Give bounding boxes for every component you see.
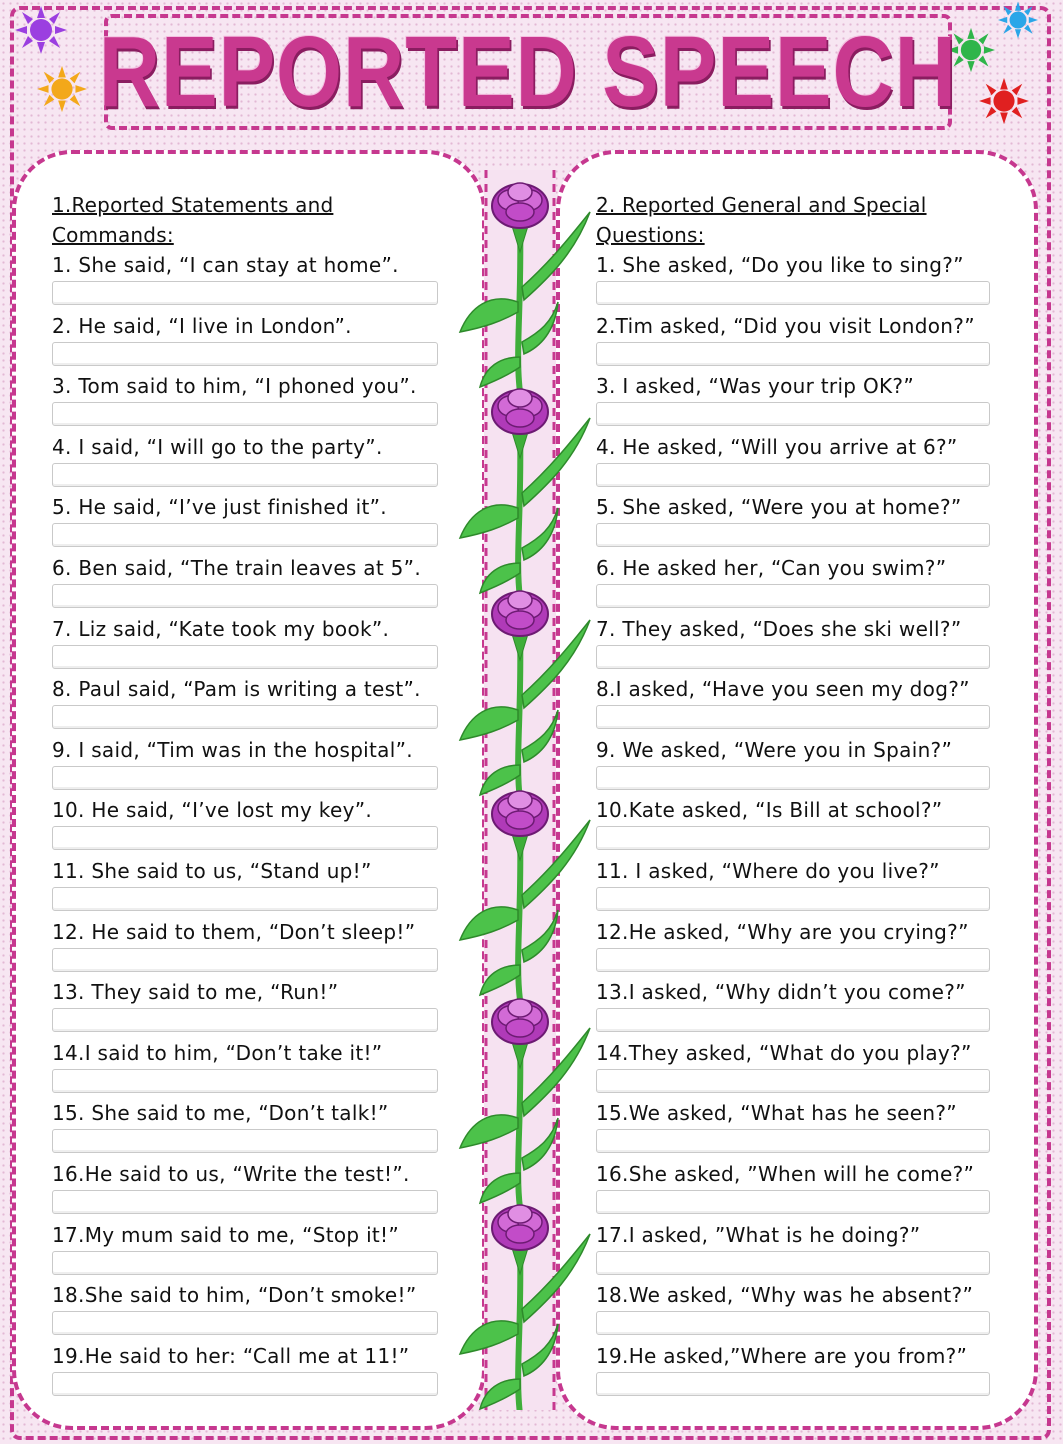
answer-field[interactable] — [52, 645, 438, 669]
exercise-sentence: 7. Liz said, “Kate took my book”. — [52, 616, 390, 641]
exercise-sentence: 4. He asked, “Will you arrive at 6?” — [596, 434, 958, 459]
exercise-sentence: 3. I asked, “Was your trip OK?” — [596, 374, 914, 399]
exercise-sentence: 12.He asked, “Why are you crying?” — [596, 919, 969, 944]
exercise-item — [596, 1098, 1004, 1159]
answer-field[interactable] — [596, 766, 990, 790]
exercise-item — [52, 735, 452, 796]
exercise-sentence: 10.Kate asked, “Is Bill at school?” — [596, 798, 943, 823]
answer-field[interactable] — [596, 402, 990, 426]
exercise-sentence: 11. I asked, “Where do you live?” — [596, 858, 940, 883]
exercise-sentence: 2.Tim asked, “Did you visit London?” — [596, 313, 975, 338]
exercise-sentence: 6. Ben said, “The train leaves at 5”. — [52, 555, 421, 580]
purple-sun-icon — [12, 4, 70, 56]
exercise-item — [52, 795, 452, 856]
answer-field[interactable] — [596, 342, 990, 366]
page-title: REPORTED SPEECH — [98, 16, 958, 128]
answer-field[interactable] — [596, 1129, 990, 1153]
exercise-item — [596, 371, 1004, 432]
exercise-item — [596, 1220, 1004, 1281]
exercise-item — [52, 917, 452, 978]
exercise-item — [596, 674, 1004, 735]
section-heading-line1: 2. Reported General and Special — [596, 193, 927, 217]
exercise-sentence: 17.I asked, ”What is he doing?” — [596, 1222, 921, 1247]
answer-field[interactable] — [596, 1251, 990, 1275]
answer-field[interactable] — [52, 1129, 438, 1153]
answer-field[interactable] — [52, 1251, 438, 1275]
answer-field[interactable] — [596, 705, 990, 729]
exercise-sentence: 1. She asked, “Do you like to sing?” — [596, 253, 964, 277]
answer-field[interactable] — [52, 584, 438, 608]
answer-field[interactable] — [52, 887, 438, 911]
exercise-item — [52, 1220, 452, 1281]
exercise-sentence: 1. She said, “I can stay at home”. — [52, 253, 399, 277]
exercise-item — [596, 250, 1004, 311]
exercise-sentence: 19.He asked,”Where are you from?” — [596, 1343, 968, 1368]
exercise-item — [52, 856, 452, 917]
answer-field[interactable] — [596, 1311, 990, 1335]
exercise-item — [596, 1341, 1004, 1402]
exercise-item — [52, 371, 452, 432]
orange-sun-icon — [34, 64, 90, 114]
answer-field[interactable] — [52, 523, 438, 547]
exercise-item — [596, 432, 1004, 493]
answer-field[interactable] — [596, 1008, 990, 1032]
exercise-item — [596, 735, 1004, 796]
answer-field[interactable] — [52, 402, 438, 426]
answer-field[interactable] — [596, 281, 990, 305]
exercise-item — [52, 553, 452, 614]
exercise-item — [52, 977, 452, 1038]
exercise-item — [52, 1341, 452, 1402]
exercise-sentence: 14.They asked, “What do you play?” — [596, 1040, 972, 1065]
exercise-sentence: 13.I asked, “Why didn’t you come?” — [596, 980, 966, 1005]
answer-field[interactable] — [596, 887, 990, 911]
exercise-item — [52, 250, 452, 311]
blue-sun-icon — [990, 0, 1046, 40]
answer-field[interactable] — [52, 826, 438, 850]
section-heading-line2: Questions: — [596, 223, 705, 247]
section-heading-line2: Commands: — [52, 223, 174, 247]
exercise-sentence: 12. He said to them, “Don’t sleep!” — [52, 919, 416, 944]
exercise-item — [52, 1038, 452, 1099]
exercise-sentence: 16.He said to us, “Write the test!”. — [52, 1161, 410, 1186]
exercise-item — [596, 977, 1004, 1038]
exercise-item — [596, 1159, 1004, 1220]
exercise-item — [596, 856, 1004, 917]
exercise-item — [596, 492, 1004, 553]
answer-field[interactable] — [596, 1372, 990, 1396]
answer-field[interactable] — [52, 281, 438, 305]
exercise-sentence: 11. She said to us, “Stand up!” — [52, 858, 372, 883]
exercise-list — [596, 250, 1004, 1401]
exercise-sentence: 10. He said, “I’ve lost my key”. — [52, 798, 373, 823]
answer-field[interactable] — [52, 342, 438, 366]
statements-panel — [12, 150, 486, 1430]
exercise-sentence: 9. We asked, “Were you in Spain?” — [596, 737, 953, 762]
exercise-sentence: 18.She said to him, “Don’t smoke!” — [52, 1283, 417, 1308]
exercise-item — [52, 1280, 452, 1341]
questions-panel — [556, 150, 1038, 1430]
red-sun-icon — [976, 76, 1032, 126]
exercise-sentence: 8. Paul said, “Pam is writing a test”. — [52, 677, 421, 702]
answer-field[interactable] — [52, 1372, 438, 1396]
exercise-item — [596, 795, 1004, 856]
answer-field[interactable] — [596, 584, 990, 608]
answer-field[interactable] — [596, 463, 990, 487]
exercise-sentence: 17.My mum said to me, “Stop it!” — [52, 1222, 400, 1247]
exercise-sentence: 19.He said to her: “Call me at 11!” — [52, 1343, 410, 1368]
answer-field[interactable] — [596, 523, 990, 547]
answer-field[interactable] — [596, 826, 990, 850]
exercise-item — [596, 311, 1004, 372]
exercise-item — [596, 917, 1004, 978]
exercise-sentence: 5. She asked, “Were you at home?” — [596, 495, 962, 520]
flower-column — [440, 170, 600, 1410]
title-box — [98, 14, 958, 130]
exercise-item — [596, 614, 1004, 675]
exercise-sentence: 14.I said to him, “Don’t take it!” — [52, 1040, 383, 1065]
answer-field[interactable] — [52, 1069, 438, 1093]
exercise-sentence: 15.We asked, “What has he seen?” — [596, 1101, 957, 1126]
exercise-sentence: 2. He said, “I live in London”. — [52, 313, 352, 338]
answer-field[interactable] — [596, 1069, 990, 1093]
exercise-item — [596, 1038, 1004, 1099]
exercise-item — [52, 674, 452, 735]
exercise-item — [52, 432, 452, 493]
exercise-sentence: 5. He said, “I’ve just finished it”. — [52, 495, 387, 520]
exercise-item — [52, 492, 452, 553]
exercise-item — [52, 1159, 452, 1220]
exercise-item — [52, 614, 452, 675]
exercise-item — [596, 553, 1004, 614]
answer-field[interactable] — [52, 948, 438, 972]
exercise-sentence: 3. Tom said to him, “I phoned you”. — [52, 374, 417, 399]
answer-field[interactable] — [52, 705, 438, 729]
exercise-sentence: 13. They said to me, “Run!” — [52, 980, 339, 1005]
exercise-sentence: 18.We asked, “Why was he absent?” — [596, 1283, 974, 1308]
section-heading-line1: 1.Reported Statements and — [52, 193, 334, 217]
exercise-item — [52, 311, 452, 372]
answer-field[interactable] — [52, 1311, 438, 1335]
answer-field[interactable] — [52, 766, 438, 790]
answer-field[interactable] — [52, 1008, 438, 1032]
exercise-sentence: 16.She asked, ”When will he come?” — [596, 1161, 975, 1186]
exercise-sentence: 9. I said, “Tim was in the hospital”. — [52, 737, 413, 762]
answer-field[interactable] — [596, 1190, 990, 1214]
answer-field[interactable] — [52, 1190, 438, 1214]
answer-field[interactable] — [52, 463, 438, 487]
exercise-sentence: 7. They asked, “Does she ski well?” — [596, 616, 962, 641]
exercise-item — [596, 1280, 1004, 1341]
answer-field[interactable] — [596, 948, 990, 972]
exercise-sentence: 6. He asked her, “Can you swim?” — [596, 555, 947, 580]
exercise-list — [52, 250, 452, 1401]
answer-field[interactable] — [596, 645, 990, 669]
exercise-item — [52, 1098, 452, 1159]
exercise-sentence: 4. I said, “I will go to the party”. — [52, 434, 383, 459]
exercise-sentence: 15. She said to me, “Don’t talk!” — [52, 1101, 389, 1126]
exercise-sentence: 8.I asked, “Have you seen my dog?” — [596, 677, 970, 702]
